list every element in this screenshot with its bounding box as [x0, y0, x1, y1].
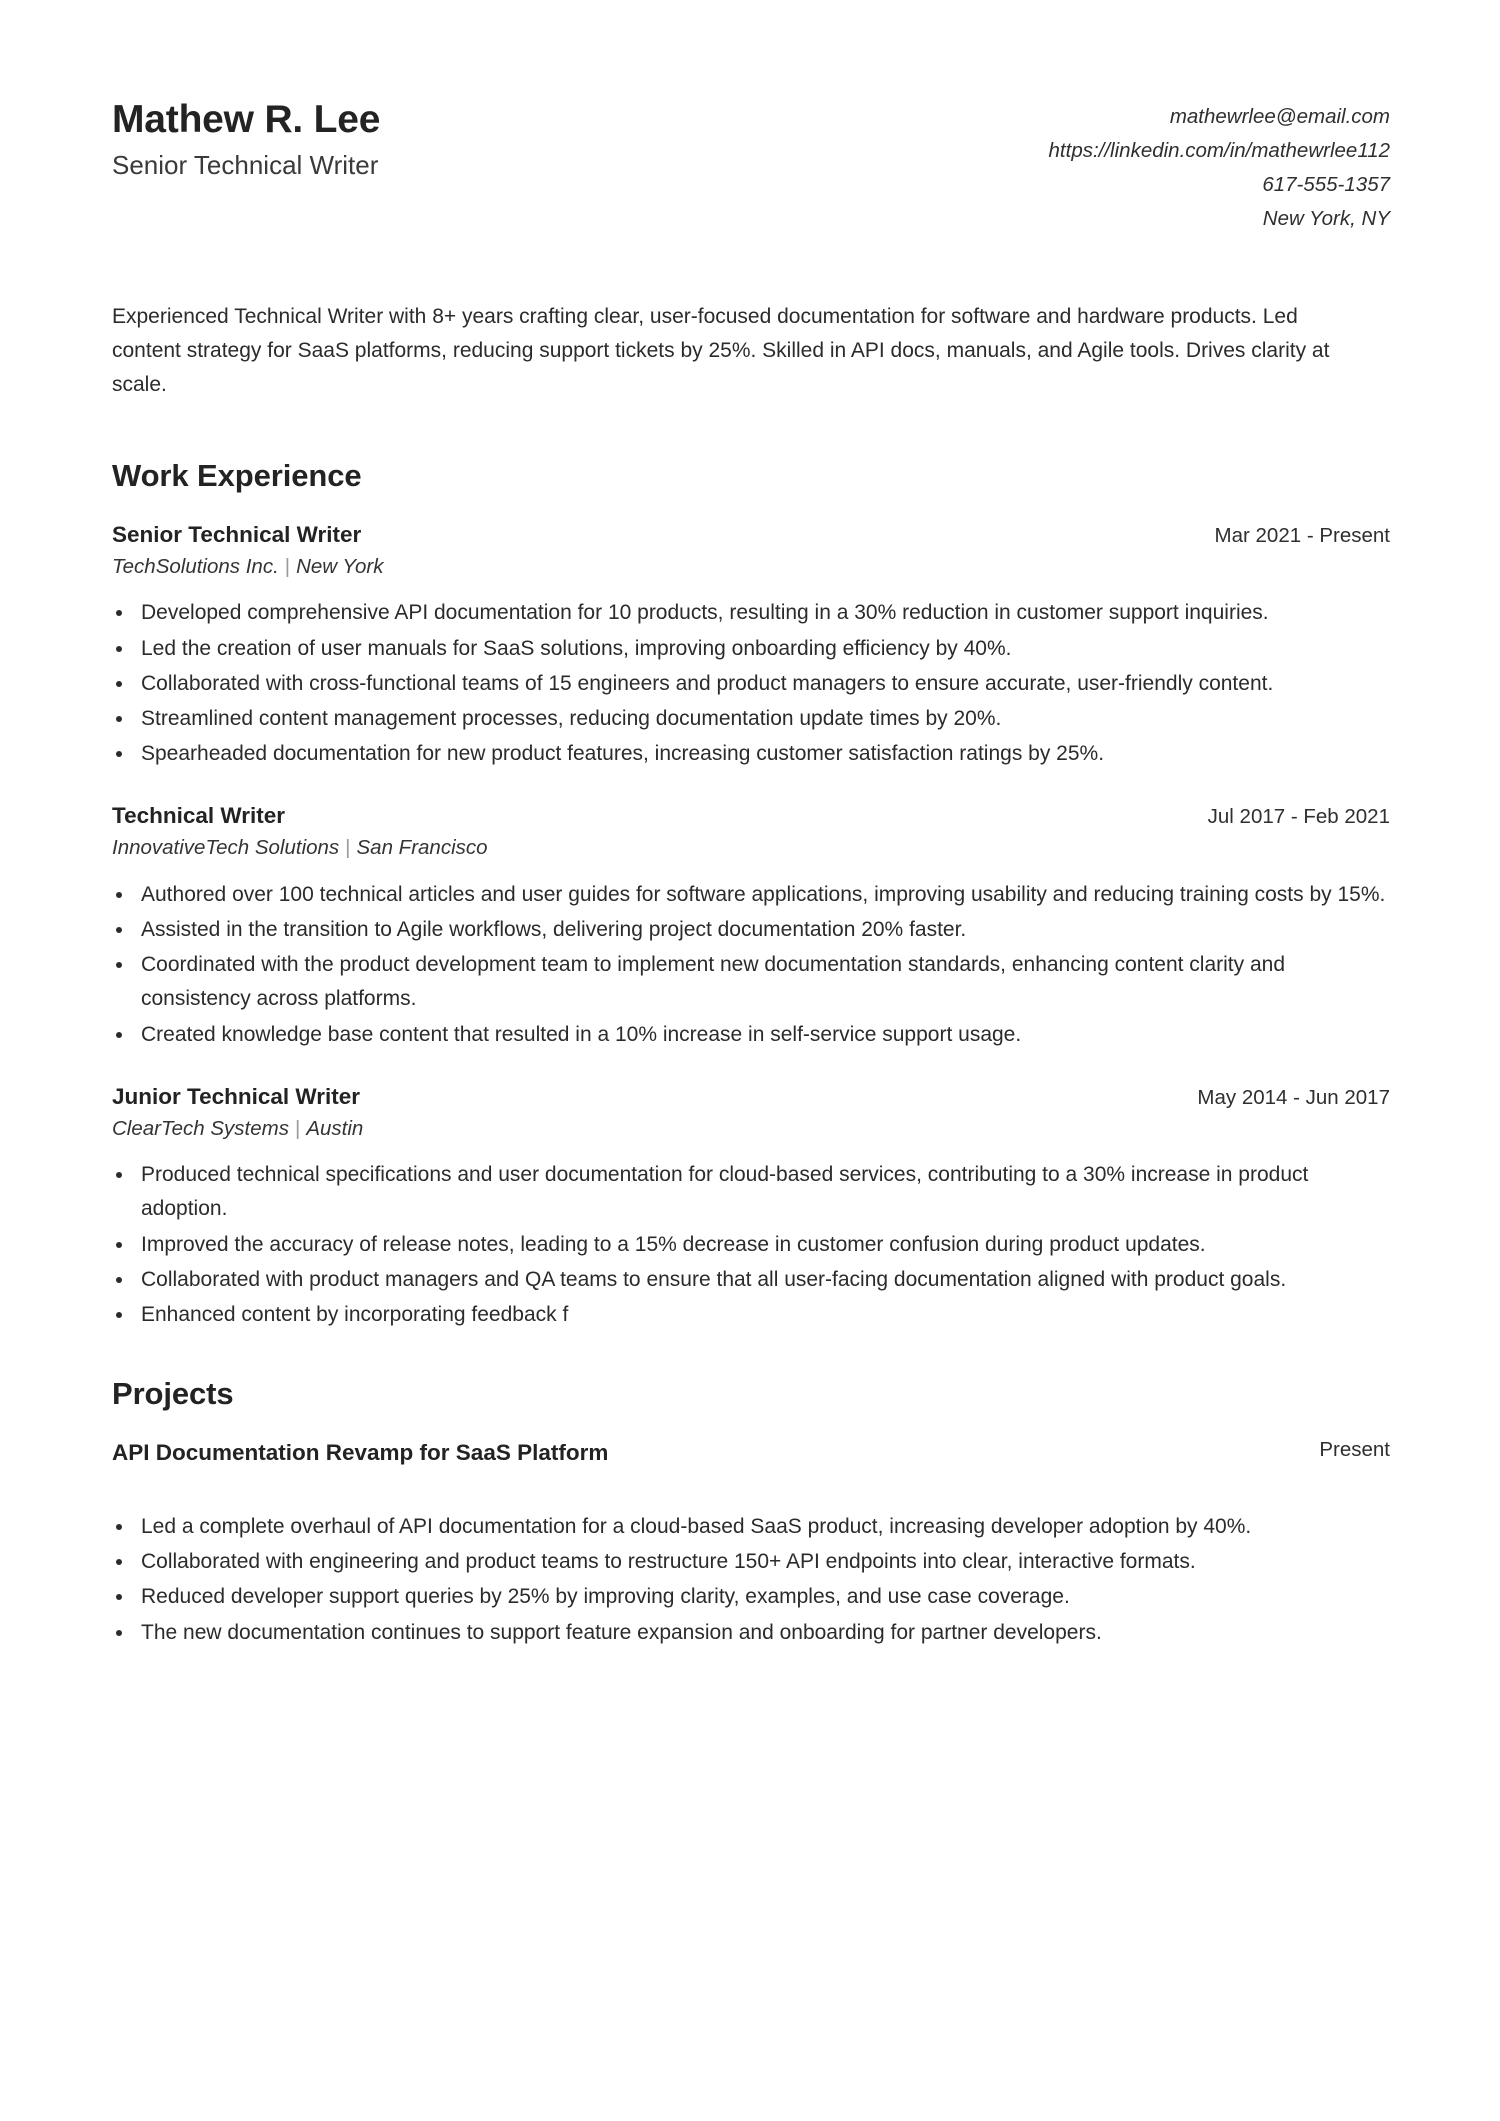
entry-title: Technical Writer	[112, 803, 285, 829]
bullet-item: Created knowledge base content that resulted in a 10% increase in self-service support usage.	[112, 1018, 1386, 1052]
experience-entry	[112, 1082, 1390, 1332]
entry-date-range: Mar 2021 - Present	[1214, 524, 1390, 548]
entry-subtitle	[112, 835, 1390, 862]
entry-date-range: May 2014 - Jun 2017	[1197, 1085, 1390, 1109]
bullet-item: Reduced developer support queries by 25% by improving clarity, examples, and use case coverage.	[112, 1580, 1386, 1614]
entry-bullet-list	[112, 1158, 1390, 1332]
entry-title: Junior Technical Writer	[112, 1083, 360, 1109]
bullet-item: Led a complete overhaul of API documentation for a cloud-based SaaS product, increasing developer adoption by 40%.	[112, 1510, 1386, 1544]
entry-company: TechSolutions Inc.	[112, 554, 279, 578]
entry-header	[112, 1082, 1390, 1112]
bullet-item: Authored over 100 technical articles and user guides for software applications, improving usability and reducing training costs by 15%.	[112, 878, 1386, 912]
contact-email[interactable]: mathewrlee@email.com	[1169, 105, 1390, 128]
bullet-item: Assisted in the transition to Agile workflows, delivering project documentation 20% faster.	[112, 913, 1386, 947]
entry-location: Austin	[306, 1116, 364, 1140]
entry-date-range: Jul 2017 - Feb 2021	[1207, 805, 1390, 829]
contact-location: New York, NY	[1262, 207, 1390, 231]
entry-subtitle	[112, 554, 1390, 581]
entry-title: API Documentation Revamp for SaaS Platform	[112, 1440, 609, 1466]
entry-header	[112, 520, 1390, 550]
experience-entry	[112, 520, 1390, 771]
bullet-item: Collaborated with engineering and product teams to restructure 150+ API endpoints into clear, interactive formats.	[112, 1545, 1386, 1579]
entry-company: ClearTech Systems	[112, 1116, 289, 1140]
bullet-item: The new documentation continues to support feature expansion and onboarding for partner developers.	[112, 1616, 1386, 1650]
bullet-item: Coordinated with the product development team to implement new documentation standards, enhancing content clarity and consistency across platforms.	[112, 948, 1386, 1016]
resume-section	[112, 1376, 1390, 1650]
resume-sections	[112, 458, 1390, 1650]
entry-separator: |	[294, 1116, 301, 1140]
entry-title: Senior Technical Writer	[112, 522, 362, 548]
bullet-item: Improved the accuracy of release notes, leading to a 15% decrease in customer confusion during product updates.	[112, 1228, 1386, 1262]
entry-location: New York	[296, 554, 384, 578]
entry-separator: |	[345, 836, 351, 860]
contact-phone[interactable]: 617-555-1357	[1262, 173, 1390, 197]
entry-header	[112, 1438, 1390, 1468]
experience-entry	[112, 801, 1390, 1051]
entry-date-range: Present	[1319, 1438, 1390, 1462]
entry-header	[112, 801, 1390, 831]
entry-separator: |	[284, 554, 291, 578]
identity-block	[112, 92, 380, 181]
contact-linkedin[interactable]: https://linkedin.com/in/mathewrlee112	[1048, 139, 1390, 163]
entry-bullet-list	[112, 1510, 1390, 1650]
project-entry	[112, 1438, 1390, 1650]
entry-company: InnovativeTech Solutions	[112, 836, 340, 860]
bullet-item: Spearheaded documentation for new product features, increasing customer satisfaction ratings by 25%.	[112, 737, 1386, 771]
bullet-item: Collaborated with cross-functional teams of 15 engineers and product managers to ensure accurate, user-friendly content.	[112, 667, 1386, 701]
bullet-item: Streamlined content management processes, reducing documentation update times by 20%.	[112, 702, 1386, 736]
entry-subtitle	[112, 1116, 1390, 1143]
bullet-item: Produced technical specifications and user documentation for cloud-based services, contributing to a 30% increase in product adoption.	[112, 1158, 1386, 1226]
bullet-item: Collaborated with product managers and QA teams to ensure that all user-facing documentation aligned with product goals.	[112, 1263, 1386, 1297]
entry-bullet-list	[112, 596, 1390, 771]
resume-header	[112, 92, 1390, 236]
contact-block	[1049, 92, 1390, 236]
section-title: Work Experience	[112, 458, 362, 494]
candidate-headline: Senior Technical Writer	[112, 149, 379, 180]
entry-location: San Francisco	[356, 836, 488, 860]
bullet-item: Enhanced content by incorporating feedback f	[112, 1298, 1386, 1332]
candidate-name: Mathew R. Lee	[112, 98, 381, 141]
bullet-item: Led the creation of user manuals for SaaS solutions, improving onboarding efficiency by 40%.	[112, 632, 1386, 666]
entry-bullet-list	[112, 878, 1390, 1052]
section-title: Projects	[112, 1376, 234, 1412]
bullet-item: Developed comprehensive API documentation for 10 products, resulting in a 30% reduction in customer support inquiries.	[112, 596, 1386, 630]
professional-summary: Experienced Technical Writer with 8+ years crafting clear, user-focused documentation for software and hardware products. Led content strategy for SaaS platforms, reducing support tickets by 25%. Skilled in API docs, manuals, and Agile tools. Drives clarity at scale.	[112, 305, 1330, 397]
resume-section	[112, 458, 1390, 1332]
